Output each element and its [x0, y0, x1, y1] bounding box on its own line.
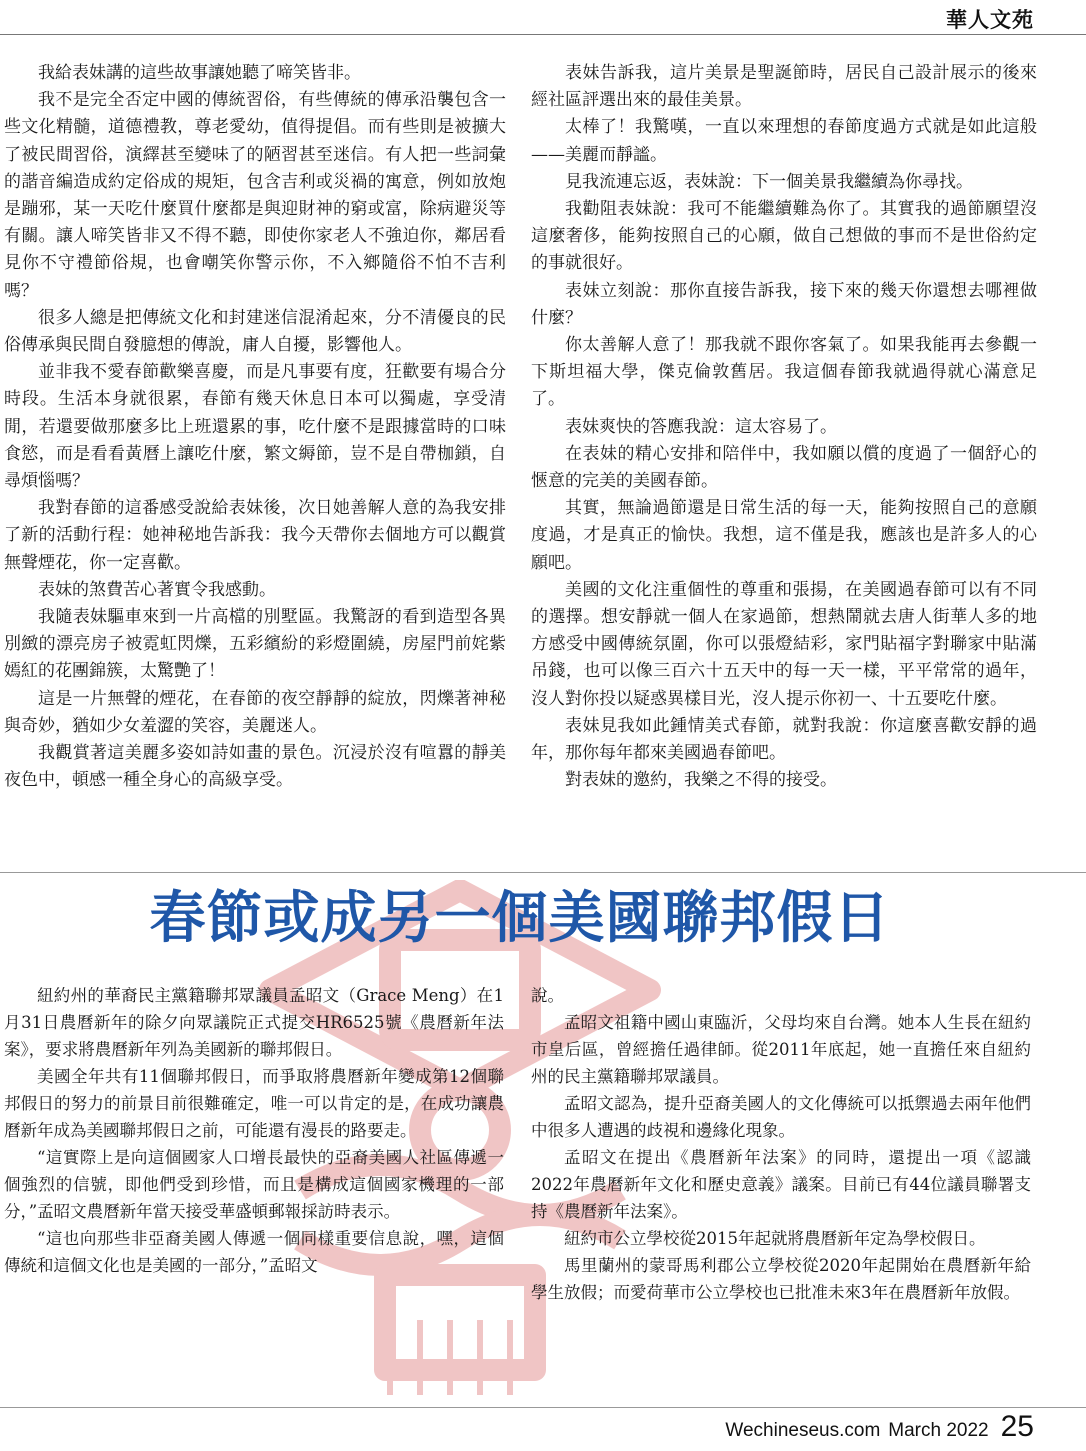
issue-date: March 2022: [888, 1420, 989, 1441]
paragraph: 我不是完全否定中國的傳統習俗，有些傳統的傳承沿襲包含一些文化精髓，道德禮教，尊老愛幼，值得提倡。而有些則是被擴大了被民間習俗，演繹甚至變味了的陋習甚至迷信。有人把一些詞彙的諧音編造成約定俗成的規矩，包含吉利或災禍的寓意，例如放炮是蹦邪，某一天吃什麼買什麼都是與迎財神的窮或富，除病避災等有關。讓人啼笑皆非又不得不聽，即使你家老人不強迫你，鄰居看見你不守禮節俗規，也會嘲笑你警示你，不入鄉隨俗不怕不吉利嗎？: [4, 90, 506, 301]
story2-left-column: [4, 982, 504, 1279]
story1-left-column: [4, 60, 506, 794]
paragraph: 表妹立刻說：那你直接告訴我，接下來的幾天你還想去哪裡做什麼？: [531, 280, 1037, 328]
paragraph: 我觀賞著這美麗多姿如詩如畫的景色。沉浸於沒有喧囂的靜美夜色中，頓感一種全身心的高級享受。: [4, 743, 506, 791]
paragraph: 美國的文化注重個性的尊重和張揚，在美國過春節可以有不同的選擇。想安靜就一個人在家過節，想熱鬧就去唐人街華人多的地方感受中國傳統氛圍，你可以張燈結彩，家門貼福字對聯家中貼滿吊錢，也可以像三百六十五天中的每一天一樣，平平常常的過年，沒人對你投以疑惑異樣目光，沒人提示你初一、十五要吃什麼。: [531, 579, 1037, 709]
paragraph: 太棒了！我驚嘆，一直以來理想的春節度過方式就是如此這般——美麗而靜謐。: [531, 117, 1037, 165]
paragraph: 美國全年共有11個聯邦假日，而爭取將農曆新年變成第12個聯邦假日的努力的前景目前很難確定，唯一可以肯定的是，在成功讓農曆新年成為美國聯邦假日之前，可能還有漫長的路要走。: [4, 1067, 504, 1140]
article-headline: 春節或成另一個美國聯邦假日: [149, 886, 891, 951]
paragraph: 表妹爽快的答應我說：這太容易了。: [565, 416, 837, 437]
paragraph: 紐約市公立學校從2015年起就將農曆新年定為學校假日。: [564, 1229, 986, 1248]
paragraph: 孟昭文在提出《農曆新年法案》的同時，還提出一項《認識2022年農曆新年文化和歷史意義》議案。目前已有44位議員聯署支持《農曆新年法案》。: [531, 1148, 1031, 1221]
section-title: 華人文苑: [946, 7, 1034, 32]
page-number: 25: [1000, 1410, 1034, 1443]
paragraph: 馬里蘭州的蒙哥馬利郡公立學校從2020年起開始在農曆新年給學生放假；而愛荷華市公立學校也已批准未來3年在農曆新年放假。: [531, 1256, 1031, 1302]
paragraph: 你太善解人意了！那我就不跟你客氣了。如果我能再去參觀一下斯坦福大學，傑克倫敦舊居。我這個春節我就過得就心滿意足了。: [531, 335, 1037, 410]
section-divider: [0, 872, 1086, 873]
paragraph: 見我流連忘返，表妹說：下一個美景我繼續為你尋找。: [565, 171, 973, 192]
paragraph: 這是一片無聲的煙花，在春節的夜空靜靜的綻放，閃爍著神秘與奇妙，猶如少女羞澀的笑容，美麗迷人。: [4, 688, 506, 736]
story1-right-column: [531, 60, 1037, 794]
paragraph: 說。: [531, 986, 564, 1005]
paragraph: 孟昭文祖籍中國山東臨沂，父母均來自台灣。她本人生長在紐約市皇后區，曾經擔任過律師。從2011年底起，她一直擔任來自紐約州的民主黨籍聯邦眾議員。: [531, 1013, 1031, 1086]
paragraph: “這也向那些非亞裔美國人傳遞一個同樣重要信息說，嘿，這個傳統和這個文化也是美國的一部分，”孟昭文: [4, 1229, 504, 1275]
paragraph: 其實，無論過節還是日常生活的每一天，能夠按照自己的意願度過，才是真正的愉快。我想，這不僅是我，應該也是許多人的心願吧。: [531, 498, 1037, 573]
paragraph: 表妹見我如此鍾情美式春節，就對我說：你這麼喜歡安靜的過年，那你每年都來美國過春節吧。: [531, 715, 1037, 764]
story2-right-column: [531, 982, 1031, 1306]
paragraph: 孟昭文認為，提升亞裔美國人的文化傳統可以抵禦過去兩年他們中很多人遭遇的歧視和邊緣化現象。: [531, 1094, 1031, 1140]
paragraph: 我給表妹講的這些故事讓她聽了啼笑皆非。: [38, 63, 361, 83]
website-url[interactable]: Wechineseus.com: [725, 1420, 881, 1441]
paragraph: 並非我不愛春節歡樂喜慶，而是凡事要有度，狂歡要有場合分時段。生活本身就很累，春節有幾天休息日本可以獨處，享受清閒，若還要做那麼多比上班還累的事，吃什麼不是跟據當時的口味食慾，而是看看黃曆上讓吃什麼，繁文縟節，豈不是自帶枷鎖，自尋煩惱嗎？: [4, 362, 506, 492]
footer-rule: [0, 1407, 1086, 1408]
paragraph: 表妹告訴我，這片美景是聖誕節時，居民自己設計展示的後來經社區評選出來的最佳美景。: [531, 63, 1037, 111]
paragraph: 對表妹的邀約，我樂之不得的接受。: [565, 770, 837, 791]
paragraph: 在表妹的精心安排和陪伴中，我如願以償的度過了一個舒心的愜意的完美的美國春節。: [531, 443, 1037, 492]
paragraph: 表妹的煞費苦心著實令我感動。: [38, 579, 276, 600]
paragraph: 很多人總是把傳統文化和封建迷信混淆起來，分不清優良的民俗傳承與民間自發臆想的傳說，庸人自擾，影響他人。: [4, 307, 506, 356]
paragraph: 我勸阻表妹說：我可不能繼續難為你了。其實我的過節願望沒這麼奢侈，能夠按照自己的心願，做自己想做的事而不是世俗約定的事就很好。: [531, 199, 1037, 274]
paragraph: 我隨表妹驅車來到一片高檔的別墅區。我驚訝的看到造型各異別緻的漂亮房子被霓虹閃爍，五彩繽紛的彩燈圍繞，房屋門前姹紫嫣紅的花團錦簇，太驚艷了！: [4, 607, 506, 682]
paragraph: 紐約州的華裔民主黨籍聯邦眾議員孟昭文（Grace Meng）在1月31日農曆新年的除夕向眾議院正式提交HR6525號《農曆新年法案》，要求將農曆新年列為美國新的聯邦假日。: [4, 986, 504, 1059]
paragraph: “這實際上是向這個國家人口增長最快的亞裔美國人社區傳遞一個強烈的信號，即他們受到珍惜，而且是構成這個國家機理的一部分，”孟昭文農曆新年當天接受華盛頓郵報採訪時表示。: [4, 1148, 504, 1221]
header-rule: [0, 34, 1086, 35]
footer: [725, 1410, 1034, 1444]
paragraph: 我對春節的這番感受說給表妹後，次日她善解人意的為我安排了新的活動行程：她神秘地告訴我：我今天帶你去個地方可以觀賞無聲煙花，你一定喜歡。: [4, 498, 506, 573]
